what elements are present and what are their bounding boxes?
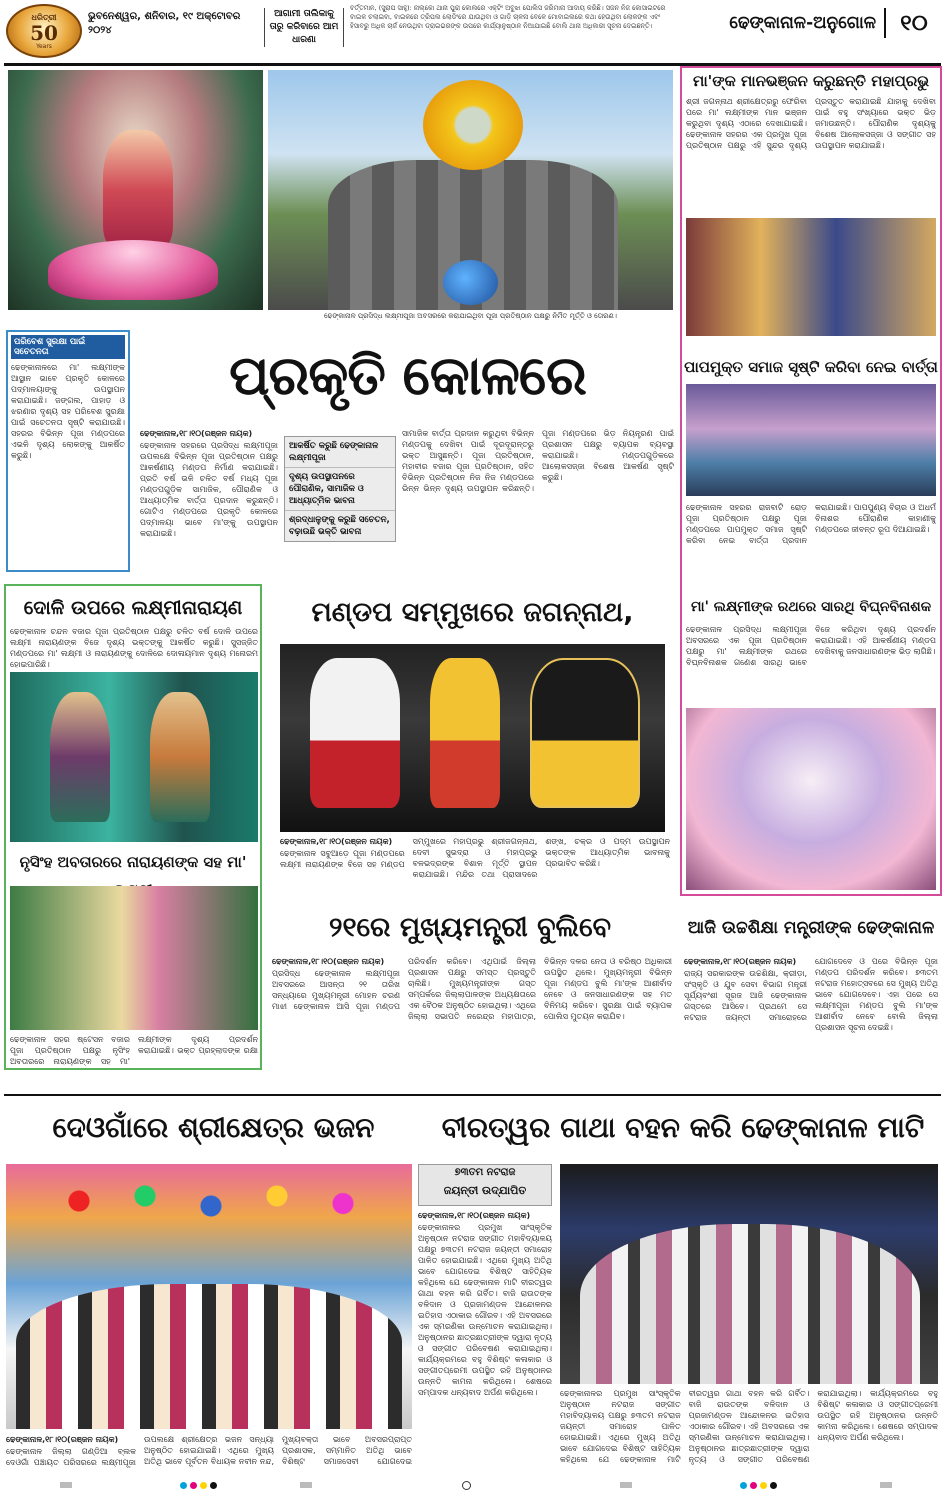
story-headline: ନୃସିଂହ ଅବତାରରେ ନାରାୟଣଙ୍କ ସହ ମା' xyxy=(19,853,247,871)
natraj-photo xyxy=(560,1164,938,1384)
yellow-dot xyxy=(760,1482,767,1489)
pointer-item: ଶ୍ରଦ୍ଧାଳୁଙ୍କୁ କରୁଛି ସଚେତନ, ବଢ଼ାଉଛି ଭକ୍ତି ଭାବନା xyxy=(289,515,390,537)
paragraph: ରାଜ୍ୟ ସରକାରଙ୍କ ଉଚ୍ଚଶିକ୍ଷା, କ୍ରୀଡ଼ା, ସଂସ୍କୃତି ଓ ଯୁବ ସେବା ବିଭାଗ ମନ୍ତ୍ରୀ ସୂର୍ଯ୍ୟବଂଶୀ ସୂରଜ ଆଜି ଢେଙ୍କାନାଳ ଗସ୍ତରେ ଆସିବେ। ପ୍ରଥମେ ସେ ନଟରାଜ ଜୟନ୍ତୀ ସମାରୋହରେ ଯୋଗଦେବେ ଓ ପରେ ବିଭିନ୍ନ ପୂଜା ମଣ୍ଡପ ପରିଦର୍ଶନ କରିବେ। ୭୩ତମ ନଟରାଜ ମହୋତ୍ସବରେ ସେ ମୁଖ୍ୟ ଅତିଥି ଭାବେ ଯୋଗଦେବେ। ଏହା ପରେ ସେ ଲକ୍ଷ୍ମୀପୂଜା ମଣ୍ଡପ ବୁଲି ମା'ଙ୍କ ଆଶୀର୍ବାଦ ନେବେ ବୋଲି ଜିଲ୍ଲା ପ୍ରଶାସନ ସୂଚନା ଦେଇଛି। xyxy=(684,957,938,1032)
paragraph: ପ୍ରସିଦ୍ଧ ଢେଙ୍କାନାଳ ଲକ୍ଷ୍ମୀପୂଜା ଅବସରରେ ଆସନ୍ତା ୨୧ ତାରିଖ ସନ୍ଧ୍ୟାରେ ମୁଖ୍ୟମନ୍ତ୍ରୀ ମୋହନ ଚରଣ ମାଝୀ ଢେଙ୍କାନାଳ ଆସି ପୂଜା ମଣ୍ଡପ ପରିଦର୍ଶନ କରିବେ। ଏଥିପାଇଁ ଜିଲ୍ଲା ପ୍ରଶାସନ ପକ୍ଷରୁ ସମସ୍ତ ପ୍ରସ୍ତୁତି ଚାଲିଛି। ମୁଖ୍ୟମନ୍ତ୍ରୀଙ୍କ ଗସ୍ତ ସମ୍ପର୍କରେ ଜିଲ୍ଲାପାଳଙ୍କ ଅଧ୍ୟକ୍ଷତାରେ ଏକ ବୈଠକ ଅନୁଷ୍ଠିତ ହୋଇଥିଲା। ଏଥିରେ ଜିଲ୍ଲା ସଭାପତି ନରେନ୍ଦ୍ର ମହାପାତ୍ର, ବିଭିନ୍ନ ଦଳର ନେତା ଓ ବରିଷ୍ଠ ଅଧିକାରୀ ଉପସ୍ଥିତ ଥିଲେ। ମୁଖ୍ୟମନ୍ତ୍ରୀ ବିଭିନ୍ନ ପୂଜା ମଣ୍ଡପ ବୁଲି ମା'ଙ୍କ ଆଶୀର୍ବାଦ ନେବେ ଓ ଜନସାଧାରଣଙ୍କ ସହ ମତ ବିନିମୟ କରିବେ। ସୁରକ୍ଷା ପାଇଁ ବ୍ୟାପକ ପୋଲିସ ମୁତୟନ କରାଯିବ। xyxy=(272,957,672,1021)
sun-sculpture xyxy=(423,80,523,170)
paragraph: ଢେଙ୍କାନାଳ ଜିଲ୍ଲା ଗଣ୍ଡିଆ ବ୍ଲକ ଦେଓଗାଁ ପଞ୍ଚାୟତ ପରିସରରେ ଲକ୍ଷ୍ମୀପୂଜା ଉପଲକ୍ଷେ ଶ୍ରୀକ୍ଷେତ୍ର ଭଜନ ସନ୍ଧ୍ୟା ଅନୁଷ୍ଠିତ ହୋଇଯାଇଛି। ଏଥିରେ ମୁଖ୍ୟ ଅତିଥି ଭାବେ ପୂର୍ବତନ ବିଧାୟକ ନବୀନ ନନ୍ଦ, ମୁଖ୍ୟବକ୍ତା ଭାବେ ଅବସରପ୍ରାପ୍ତ ପ୍ରଶାସକ, ସମ୍ମାନିତ ଅତିଥି ଭାବେ ବିଶିଷ୍ଟ ସମାଜସେବୀ ଯୋଗଦେଇ xyxy=(6,1435,412,1467)
doli-photo xyxy=(10,672,258,842)
dateline: ଢେଙ୍କାନାଳ,୧୮।୧୦(ରଞ୍ଜନ ନାୟକ) xyxy=(418,1211,531,1220)
news-ticker: ବର୍ତ୍ତମାନ, (ସୁରାପ ସାହୁ): ନାଲ୍କୋ ଥାନା ପୁରା କୋଲରେ ଏକ୍ଟିଂ ଅବୁଝା ପୋଲିସ ଜରିମାନା ଆଦାୟ କରିଛି। ସଜନ ନିଜ କୋସାଇଟରେ ବାଇକ ଚଲାଇବା, ବାଇକରେ ତ୍ରିପଲ ଲୋଡିଂରେ ଯାଉଥିବା ଓ ଗାଡ଼ି ଚାଳନା ବେଳେ ମୋବାଇଲରେ କଥା ହେଉଥିବା ଲୋକଙ୍କ ଏବଂ ହିସାବରୁ ଅଧିକ ଚାର୍ଜ ନେଉଥିବା ଡ୍ରାଇଭରଙ୍କ ଉପରେ କାର୍ଯ୍ୟାନୁଷ୍ଠାନ ନିଆଯାଇଛି ବୋଲି ଥାନା ଅଧିକାରୀ ସୂଚନା ଦେଇଛନ୍ତି। xyxy=(350,4,666,30)
story-body xyxy=(272,956,672,1088)
story-headline: ମଣ୍ଡପ ସମ୍ମୁଖରେ ଜଗନ୍ନାଥ, xyxy=(311,597,634,628)
jagannath-lakshmi-photo xyxy=(686,218,936,336)
black-dot xyxy=(770,1482,777,1489)
story-body xyxy=(684,956,938,1088)
cyan-dot xyxy=(740,1482,747,1489)
story-body xyxy=(280,836,670,900)
story-headline: ଦୋଳି ଉପରେ ଲକ୍ଷ୍ମୀନାରାୟଣ xyxy=(23,597,243,619)
story-headline: ଦେଓଗାଁରେ ଶ୍ରୀକ୍ଷେତ୍ର ଭଜନ xyxy=(52,1111,375,1144)
logo-title: ଧରିତ୍ରୀ xyxy=(31,12,57,22)
environment-box xyxy=(6,330,130,572)
magenta-dot xyxy=(750,1482,757,1489)
story-body-continued: ଢେଙ୍କାନାଳର ପ୍ରମୁଖ ସାଂସ୍କୃତିକ ଅନୁଷ୍ଠାନ ନଟରାଜ ସଙ୍ଗୀତ ମହାବିଦ୍ୟାଳୟ ପକ୍ଷରୁ ୭୩ତମ ନଟରାଜ ଜୟନ୍ତୀ ସମାରୋହ ପାଳିତ ହୋଇଯାଇଛି। ଏଥିରେ ମୁଖ୍ୟ ଅତିଥି ଭାବେ ଯୋଗଦେଇ ବିଶିଷ୍ଟ ସାହିତ୍ୟିକ କହିଥିଲେ ଯେ ଢେଙ୍କାନାଳ ମାଟି ବୀରତ୍ୱର ଗାଥା ବହନ କରି ଗର୍ବିତ। ବାଜି ରାଉତଙ୍କ ବଳିଦାନ ଓ ପ୍ରଜାମଣ୍ଡଳ ଆନ୍ଦୋଳନର ଇତିହାସ ଏଠାକାର ଗୌରବ। ଏହି ଅବସରରେ ଏକ ସ୍ମରଣିକା ଉନ୍ମୋଚନ କରାଯାଇଥିଲା। ଅନୁଷ୍ଠାନର ଛାତ୍ରଛାତ୍ରୀଙ୍କ ଦ୍ୱାରା ନୃତ୍ୟ ଓ ସଙ୍ଗୀତ ପରିବେଷଣ କରାଯାଇଥିଲା। କାର୍ଯ୍ୟକ୍ରମରେ ବହୁ ବିଶିଷ୍ଟ କଳାକାର ଓ ସଙ୍ଗୀତପ୍ରେମୀ ଉପସ୍ଥିତ ରହି ଅନୁଷ୍ଠାନର ଉନ୍ନତି କାମନା କରିଥିଲେ। ଶେଷରେ ସମ୍ପାଦକ ଧନ୍ୟବାଦ ଅର୍ପଣ କରିଥିଲେ। xyxy=(560,1389,938,1464)
story-headline: ମା'ଙ୍କ ମାନଭଞ୍ଜନ କରୁଛନ୍ତି ମହାପ୍ରଭୁ xyxy=(692,72,930,90)
dateline: ଢେଙ୍କାନାଳ,୧୮।୧୦(ରଞ୍ଜନ ନାୟକ) xyxy=(140,429,253,438)
story-body xyxy=(6,1434,412,1472)
papa-mukta-photo xyxy=(686,384,936,496)
paragraph: ଢେଙ୍କାନାଳ ସବୁଆଡ଼େ ପୂଜା ମଣ୍ଡପରେ ଲକ୍ଷ୍ମୀ ନାରାୟଣଙ୍କ ବିଜେ ସହ ମଣ୍ଡପ ସମ୍ମୁଖରେ ମହାପ୍ରଭୁ ଶ୍ରୀଜଗନ୍ନାଥ, ଦେବୀ ସୁଭଦ୍ରା ଓ ମହାପ୍ରଭୁ ବଳଭଦ୍ରଙ୍କ ବିଶାଳ ମୂର୍ତ୍ତି ସ୍ଥାପନ କରାଯାଇଛି। ମନ୍ଦିର ତଥା ପ୍ରାସାଦରେ ଶଙ୍ଖ, ଚକ୍ର ଓ ପଦ୍ମ ଉପସ୍ଥାପନ ଭକ୍ତଙ୍କ ଆଧ୍ୟାତ୍ମିକ ଭାବନାକୁ ପ୍ରଭାବିତ କରିଛି। xyxy=(280,837,670,879)
story-headline: ପାପମୁକ୍ତ ସମାଜ ସୃଷ୍ଟି କରିବା ନେଇ ବାର୍ତ୍ତା xyxy=(684,358,938,376)
balabhadra-figure xyxy=(310,658,400,808)
logo-number: 50 xyxy=(30,20,58,45)
paragraph: ଢେଙ୍କାନାଳ ସହରରେ ପ୍ରସିଦ୍ଧ ଲକ୍ଷ୍ମୀପୂଜା ଉପଲକ୍ଷେ ବିଭିନ୍ନ ପୂଜା ପ୍ରତିଷ୍ଠାନ ପକ୍ଷରୁ ଆକର୍ଷଣୀୟ ମଣ୍ଡପ ନିର୍ମାଣ କରାଯାଇଛି। ପ୍ରତି ବର୍ଷ ଭଳି ଚଳିତ ବର୍ଷ ମଧ୍ୟ ପୂଜା ମଣ୍ଡପଗୁଡ଼ିକ ସାମାଜିକ, ପୌରାଣିକ ଓ ଆଧ୍ୟାତ୍ମିକ ବାର୍ତ୍ତା ପ୍ରଦାନ କରୁଛନ୍ତି। ଗୋଟିଏ ମଣ୍ଡପରେ ପ୍ରକୃତି କୋଳରେ ପଦ୍ମାଳୟା ଭାବେ ମା'ଙ୍କୁ ଉପସ୍ଥାପନ କରାଯାଇଛି। xyxy=(140,441,278,538)
performers-group xyxy=(16,1284,402,1429)
magenta-dot xyxy=(190,1482,197,1489)
cyan-dot xyxy=(180,1482,187,1489)
logo-years: Years xyxy=(36,42,52,50)
dateline: ଭୁବନେଶ୍ୱର, ଶନିବାର, ୧୯ ଅକ୍ଟୋବର ୨୦୨୪ xyxy=(88,11,241,36)
jagannath-idols-photo xyxy=(280,644,665,832)
bhajan-photo xyxy=(6,1164,412,1429)
yellow-dot xyxy=(200,1482,207,1489)
ganesh-chariot-photo xyxy=(686,708,936,890)
print-mark xyxy=(620,1482,632,1488)
story-headline: ଆଜି ଉଚ୍ଚଶିକ୍ଷା ମନ୍ତ୍ରୀଙ୍କ ଢେଙ୍କାନାଳ xyxy=(687,918,935,938)
natraj-box-line2: ଜୟନ୍ତୀ ଉଦ୍‌ଯାପିତ xyxy=(443,1184,527,1197)
deity-figure xyxy=(103,130,173,250)
section-divider xyxy=(4,1094,941,1096)
slogan: ଆଗାମୀ ତାଲିକାକୁ ତାରୁ କରିବାରେ ଆମ ଧାରଣା xyxy=(264,8,344,47)
photo-caption: ଢେଙ୍କାନାଳ ପ୍ରସିଦ୍ଧ ଲକ୍ଷ୍ମୀପୂଜା ଅବସରରେ କରାଯାଇଥିବା ପୂଜା ପ୍ରତିଷ୍ଠାନ ପକ୍ଷରୁ ନିର୍ମିତ ମୂର୍ତ୍ତି ଓ ତୋରଣ। xyxy=(324,312,617,320)
page-number: ୧୦ xyxy=(900,10,928,36)
dateline: ଢେଙ୍କାନାଳ,୧୮।୧୦(ରଞ୍ଜନ ନାୟକ) xyxy=(280,837,393,846)
lotus-figure xyxy=(48,240,218,300)
story-headline: ବୀରତ୍ୱର ଗାଥା ବହନ କରି ଢେଙ୍କାନାଳ ମାଟି xyxy=(441,1111,925,1144)
pointer-item: ଦୃଶ୍ୟ ଉପସ୍ଥାପନରେ ପୌରାଣିକ, ସାମାଜିକ ଓ ଆଧ୍ୟାତ୍ମିକ ଭାବନା xyxy=(285,468,395,511)
natraj-box xyxy=(418,1164,552,1206)
balloon-decor xyxy=(46,1176,376,1226)
lakshmi-figure xyxy=(150,692,210,822)
box-heading: ପରିବେଶ ସୁରକ୍ଷା ପାଇଁ ସଚେତନତା xyxy=(11,335,125,359)
print-mark xyxy=(300,1482,312,1488)
story-body: ଢେଙ୍କାନାଳ ଚନ୍ଦନ ବଜାର ପୂଜା ପ୍ରତିଷ୍ଠାନ ପକ୍ଷରୁ ଚଳିତ ବର୍ଷ ଦୋଳି ଉପରେ ଲକ୍ଷ୍ମୀ ନାରାୟଣଙ୍କ ବିଜେ ଦୃଶ୍ୟ ଭକ୍ତଙ୍କୁ ଆକର୍ଷିତ କରୁଛି। ସୁସଜ୍ଜିତ ମଣ୍ଡପରେ ମା' ଲକ୍ଷ୍ମୀ ଓ ନାରାୟଣଙ୍କୁ ଦୋଳିରେ ଦୋଳାୟମାନ ଦୃଶ୍ୟ ମନୋରମ ହୋଇପାରିଛି। xyxy=(10,627,258,668)
nrusingha-photo xyxy=(10,886,258,1030)
story-body: ଢେଙ୍କାନାଳ ସହରର ରାଜବାଟି ରୋଡ଼ ପୂଜା ପ୍ରତିଷ୍ଠାନ ପକ୍ଷରୁ ପୂଜା ମଣ୍ଡପରେ ପାପମୁକ୍ତ ସମାଜ ସୃଷ୍ଟି କରିବା ନେଇ ବାର୍ତ୍ତା ପ୍ରଦାନ କରାଯାଇଛି। ପାପପୁଣ୍ୟ ବିଚାର ଓ ଅଧର୍ମ ବିନାଶର ପୌରାଣିକ କାହାଣୀକୁ ମଣ୍ଡପରେ ଜୀବନ୍ତ ରୂପ ଦିଆଯାଇଛି। xyxy=(686,503,936,545)
subhadra-figure xyxy=(430,658,500,808)
print-mark xyxy=(880,1482,892,1488)
newspaper-logo xyxy=(6,4,82,58)
main-story-body-2: ସାମାଜିକ ବାର୍ତ୍ତା ପ୍ରଦାନ କରୁଥିବା ବିଭିନ୍ନ ମଣ୍ଡପକୁ ଦେଖିବା ପାଇଁ ଦୂରଦୂରାନ୍ତରୁ ଭକ୍ତ ଆସୁଛନ୍ତି। ପୂଜା ପ୍ରତିଷ୍ଠାନ, ମହାବୀର ବଜାର ପୂଜା ପ୍ରତିଷ୍ଠାନ, ସହିତ ବିଭିନ୍ନ ପ୍ରତିଷ୍ଠାନ ନିଜ ନିଜ ମଣ୍ଡପରେ ଭିନ୍ନ ଭିନ୍ନ ଦୃଶ୍ୟ ଉପସ୍ଥାପନ କରିଛନ୍ତି। ପୂଜା ମଣ୍ଡପରେ ଭିଡ଼ ନିୟନ୍ତ୍ରଣ ପାଇଁ ପ୍ରଶାସନ ପକ୍ଷରୁ ବ୍ୟାପକ ବ୍ୟବସ୍ଥା କରାଯାଇଛି। ମଣ୍ଡପଗୁଡ଼ିକରେ ଆଲୋକସଜ୍ଜା ବିଶେଷ ଆକର୍ଷଣ ସୃଷ୍ଟି କରୁଛି। xyxy=(402,429,674,493)
guests-group xyxy=(580,1224,920,1384)
story-body: ଢେଙ୍କାନାଳ ସହର ଷ୍ଟେସନ ବଜାର ପୂଜା ପ୍ରତିଷ୍ଠାନ ପକ୍ଷରୁ ନୃସିଂହ ଅବତାରରେ ନାରାୟଣଙ୍କ ସହ ମା' ଲକ୍ଷ୍ମୀଙ୍କ ଦୃଶ୍ୟ ପ୍ରଦର୍ଶନ କରାଯାଇଛି। ଭକ୍ତ ପ୍ରହ୍ଲାଦଙ୍କ ରକ୍ଷା xyxy=(10,1035,258,1066)
main-headline: ପ୍ରକୃତି କୋଳରେ xyxy=(229,344,586,407)
dateline: ଢେଙ୍କାନାଳ,୧୮।୧୦(ରଞ୍ଜନ ନାୟକ) xyxy=(6,1435,119,1444)
pandal-photo xyxy=(268,70,673,310)
print-footer xyxy=(0,1474,945,1497)
black-dot xyxy=(210,1482,217,1489)
dateline: ଢେଙ୍କାନାଳ,୧୮।୧୦(ରଞ୍ଜନ ନାୟକ) xyxy=(684,957,797,966)
box-body: ଢେଙ୍କାନାଳରେ ମା' ଲକ୍ଷ୍ମୀଙ୍କ ଆସ୍ଥାନ ଭାବେ ପ୍ରକୃତି କୋଳରେ ପଦ୍ମାଳୟାଙ୍କୁ ଉପସ୍ଥାପନ କରାଯାଇଛି। ଜଙ୍ଗଲ, ପାହାଡ଼ ଓ ଝରଣାର ଦୃଶ୍ୟ ସହ ପରିବେଶ ସୁରକ୍ଷା ପାଇଁ ସଚେତନତା ସୃଷ୍ଟି କରାଯାଉଛି। ସହରର ବିଭିନ୍ନ ପୂଜା ମଣ୍ଡପରେ ଏଭଳି ଦୃଶ୍ୟ ଲୋକଙ୍କୁ ଆକର୍ଷିତ କରୁଛି। xyxy=(11,363,125,460)
globe-sculpture xyxy=(443,260,498,305)
story-body: ଢେଙ୍କାନାଳ ପ୍ରସିଦ୍ଧ ଲକ୍ଷ୍ମୀପୂଜା ଅବସରରେ ଏକ ପୂଜା ପ୍ରତିଷ୍ଠାନ ପକ୍ଷରୁ ମା' ଲକ୍ଷ୍ମୀଙ୍କ ରଥରେ ବିଘ୍ନବିନାଶକ ଗଣେଶ ସାରଥି ଭାବେ ବିଜେ କରିଥିବା ଦୃଶ୍ୟ ପ୍ରଦର୍ଶନ କରାଯାଇଛି। ଏହି ଆକର୍ଷଣୀୟ ମଣ୍ଡପ ଦେଖିବାକୁ ଜନସାଧାରଣଙ୍କ ଭିଡ଼ ଲାଗିଛି। xyxy=(686,625,936,667)
registration-mark xyxy=(462,1481,471,1490)
story-headline: ୨୧ରେ ମୁଖ୍ୟମନ୍ତ୍ରୀ ବୁଲିବେ xyxy=(329,912,611,943)
story-body xyxy=(418,1210,552,1472)
story-body: ଶ୍ରୀ ଜଗନ୍ନାଥ ଶ୍ରୀକ୍ଷେତ୍ରରୁ ଫେରିବା ପରେ ମା' ଲକ୍ଷ୍ମୀଙ୍କ ମାନ ଭଞ୍ଜନ କରୁଥିବା ଦୃଶ୍ୟ ଏଠାରେ ଦେଖାଯାଇଛି। ଢେଙ୍କାନାଳ ସହରର ଏକ ପ୍ରମୁଖ ପୂଜା ପ୍ରତିଷ୍ଠାନ ପକ୍ଷରୁ ଏହି ସୁନ୍ଦର ଦୃଶ୍ୟ ପ୍ରସ୍ତୁତ କରାଯାଇଛି ଯାହାକୁ ଦେଖିବା ପାଇଁ ବହୁ ସଂଖ୍ୟାରେ ଭକ୍ତ ଭିଡ଼ ଜମାଉଛନ୍ତି। ପୌରାଣିକ ଦୃଶ୍ୟକୁ ବିଶେଷ ଆଲୋକସଜ୍ଜା ଓ ସଙ୍ଗୀତ ସହ ଉପସ୍ଥାପନ କରାଯାଇଛି। xyxy=(686,97,936,150)
lakshmi-idol-photo xyxy=(8,70,263,310)
jagannath-figure xyxy=(530,658,640,808)
section-title: ଢେଙ୍କାନାଳ-ଅନୁଗୋଳ xyxy=(686,8,886,38)
dateline: ଢେଙ୍କାନାଳ,୧୮।୧୦(ରଞ୍ଜନ ନାୟକ) xyxy=(272,957,385,966)
main-story-body xyxy=(140,428,278,572)
paragraph: ଢେଙ୍କାନାଳର ପ୍ରମୁଖ ସାଂସ୍କୃତିକ ଅନୁଷ୍ଠାନ ନଟରାଜ ସଙ୍ଗୀତ ମହାବିଦ୍ୟାଳୟ ପକ୍ଷରୁ ୭୩ତମ ନଟରାଜ ଜୟନ୍ତୀ ସମାରୋହ ପାଳିତ ହୋଇଯାଇଛି। ଏଥିରେ ମୁଖ୍ୟ ଅତିଥି ଭାବେ ଯୋଗଦେଇ ବିଶିଷ୍ଟ ସାହିତ୍ୟିକ କହିଥିଲେ ଯେ ଢେଙ୍କାନାଳ ମାଟି ବୀରତ୍ୱର ଗାଥା ବହନ କରି ଗର୍ବିତ। ବାଜି ରାଉତଙ୍କ ବଳିଦାନ ଓ ପ୍ରଜାମଣ୍ଡଳ ଆନ୍ଦୋଳନର ଇତିହାସ ଏଠାକାର ଗୌରବ। ଏହି ଅବସରରେ ଏକ ସ୍ମରଣିକା ଉନ୍ମୋଚନ କରାଯାଇଥିଲା। ଅନୁଷ୍ଠାନର ଛାତ୍ରଛାତ୍ରୀଙ୍କ ଦ୍ୱାରା ନୃତ୍ୟ ଓ ସଙ୍ଗୀତ ପରିବେଷଣ କରାଯାଇଥିଲା। କାର୍ଯ୍ୟକ୍ରମରେ ବହୁ ବିଶିଷ୍ଟ କଳାକାର ଓ ସଙ୍ଗୀତପ୍ରେମୀ ଉପସ୍ଥିତ ରହି ଅନୁଷ୍ଠାନର ଉନ୍ନତି କାମନା କରିଥିଲେ। ଶେଷରେ ସମ୍ପାଦକ ଧନ୍ୟବାଦ ଅର୍ପଣ କରିଥିଲେ। xyxy=(418,1223,552,1397)
print-mark xyxy=(60,1482,72,1488)
pointer-item: ଆକର୍ଷିତ କରୁଛି ଢେଙ୍କାନାଳ ଲକ୍ଷ୍ମୀପୂଜା xyxy=(285,437,395,468)
natraj-box-line1: ୭୩ତମ ନଟରାଜ xyxy=(454,1167,516,1178)
narayan-figure xyxy=(50,692,110,822)
pointer-box xyxy=(284,436,396,542)
story-headline: ମା' ଲକ୍ଷ୍ମୀଙ୍କ ରଥରେ ସାରଥି ବିଘ୍ନବିନାଶକ xyxy=(690,599,932,615)
